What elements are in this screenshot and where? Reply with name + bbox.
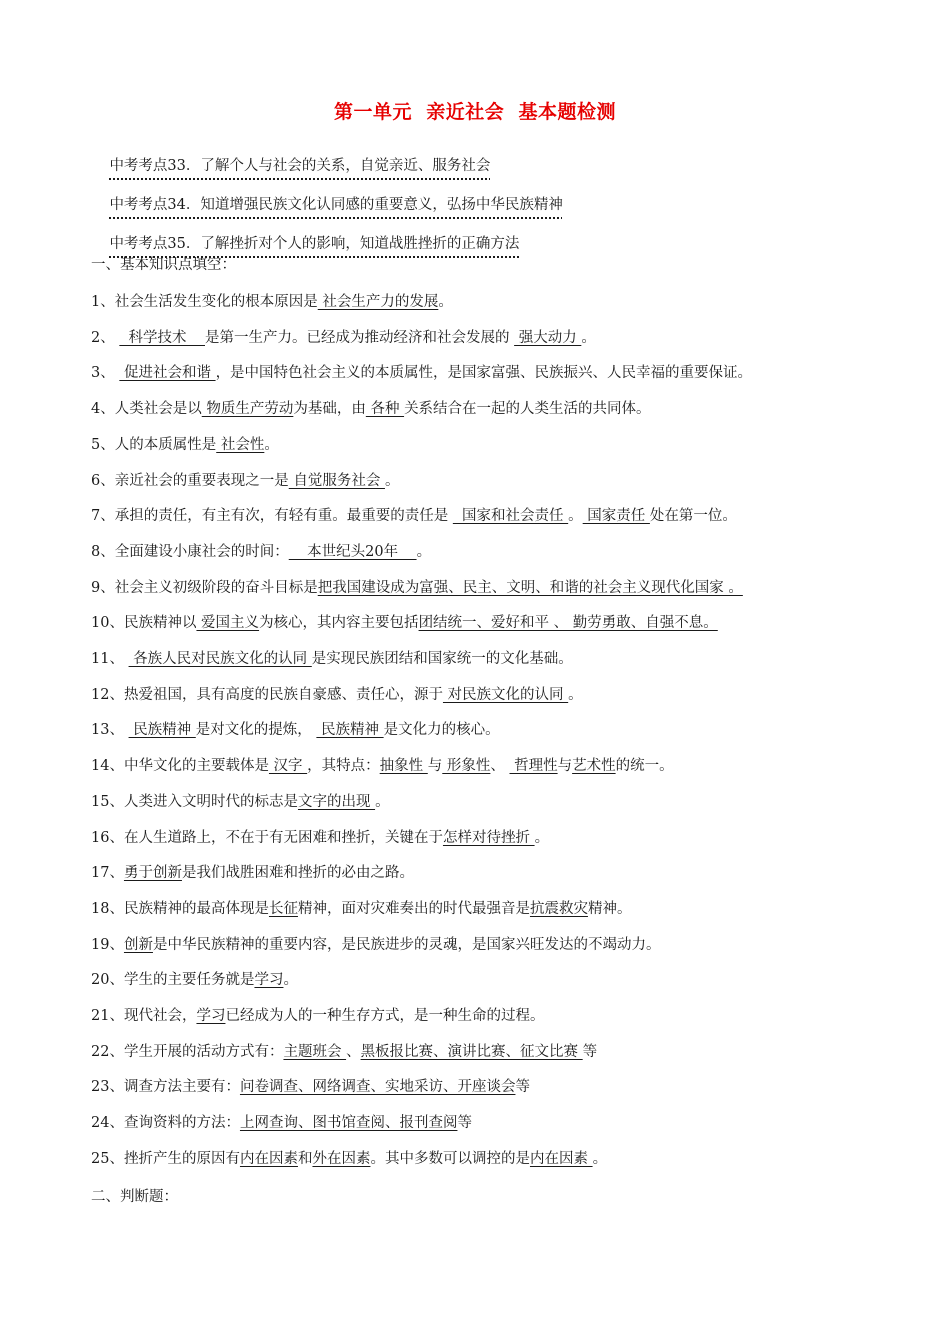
answer-blank: 各种 (365, 401, 405, 418)
exam-point-text: 中考考点34．知道增强民族文化认同感的重要意义，弘扬中华民族精神 (109, 197, 563, 213)
question-item (91, 506, 737, 526)
answer-blank: 主题班会 (283, 1043, 347, 1060)
question-item (91, 328, 596, 348)
question-text: 、 (490, 758, 510, 775)
question-item (91, 1006, 544, 1026)
question-item (91, 435, 279, 455)
answer-blank: 形象性 (442, 758, 491, 775)
question-text: 等 (582, 1043, 598, 1060)
question-text: 。 (283, 972, 298, 989)
question-text: 。 (416, 543, 432, 560)
question-item (91, 1077, 530, 1097)
question-text: 。 (568, 508, 583, 525)
question-text: 是我们战胜困难和挫折的必由之路。 (181, 865, 414, 882)
question-item (91, 1149, 607, 1169)
question-text: 21、现代社会， (91, 1008, 197, 1024)
question-text: 9、社会主义初级阶段的奋斗目标是 (91, 579, 318, 596)
question-text: 。其中多数可以调控的是 (370, 1150, 530, 1167)
question-text: 。 (375, 793, 390, 810)
question-item (91, 363, 752, 383)
question-text: 22、学生开展的活动方式有： (91, 1043, 284, 1060)
answer-blank: 民族精神 (316, 722, 384, 739)
question-text: 3、 (91, 365, 120, 382)
question-item (91, 613, 718, 633)
question-text: 是中华民族精神的重要内容，是民族进步的灵魂，是国家兴旺发达的不竭动力。 (152, 936, 661, 953)
question-text: 。 (581, 329, 596, 346)
question-text: 20、学生的主要任务就是 (91, 972, 255, 989)
question-item (91, 292, 453, 312)
question-text: 等 (515, 1079, 530, 1096)
answer-blank: 爱国主义 (196, 615, 260, 632)
answer-blank: 外在因素 (312, 1150, 371, 1167)
question-text: 。 (384, 472, 400, 489)
question-text: 7、承担的责任，有主有次，有轻有重。最重要的责任是 (91, 508, 453, 525)
question-text: 17、 (91, 865, 124, 882)
question-item (91, 1113, 472, 1133)
question-text: 已经成为人的一种生存方式，是一种生命的过程。 (225, 1008, 545, 1024)
question-item (91, 970, 298, 990)
section-heading-judgement: 二、判断题： (91, 1189, 178, 1205)
section-heading-fill-in: 一、基本知识点填空： (91, 257, 236, 273)
question-text: 与 (427, 758, 443, 775)
answer-blank: 强大动力 (514, 329, 582, 346)
question-item (91, 399, 651, 419)
question-text: 、 (346, 1043, 361, 1060)
answer-blank: 社会生产力的发展 (317, 294, 439, 310)
answer-blank: 国家责任 (582, 508, 650, 525)
question-item (91, 578, 743, 598)
question-item (91, 542, 431, 562)
question-text: 和 (297, 1150, 313, 1167)
answer-blank: 学习 (254, 972, 284, 989)
question-text: 处在第一位。 (649, 508, 737, 525)
question-text: 是文化力的核心。 (383, 722, 500, 739)
answer-blank: 民族精神 (128, 722, 196, 739)
answer-blank: 创新 (123, 936, 153, 953)
question-text: 23、调查方法主要有： (91, 1079, 240, 1096)
answer-blank: 上网查询、图书馆查阅、报刊查阅 (239, 1115, 458, 1132)
question-text: 16、在人生道路上，不在于有无困难和挫折，关键在于 (91, 829, 443, 846)
question-item (91, 685, 583, 705)
question-text: 15、人类进入文明时代的标志是 (91, 793, 298, 810)
question-item (91, 899, 631, 919)
question-text: 是第一生产力。已经成为推动经济和社会发展的 (205, 329, 515, 346)
question-text: 为基础，由 (293, 401, 366, 418)
exam-point-text: 中考考点35．了解挫折对个人的影响，知道战胜挫折的正确方法 (109, 236, 520, 252)
question-text: 。 (264, 436, 279, 453)
question-text: 精神，面对灾难奏出的时代最强音是 (297, 900, 530, 917)
question-text: 5、人的本质属性是 (91, 436, 217, 453)
question-text: 的统一。 (615, 758, 674, 775)
answer-blank: 哲理性 (509, 758, 558, 775)
question-text: 11、 (91, 651, 129, 667)
question-item (91, 792, 390, 812)
question-text: 1、社会生活发生变化的根本原因是 (91, 294, 318, 310)
answer-blank: 科学技术 (119, 329, 205, 346)
answer-blank: 物质生产劳动 (201, 401, 294, 418)
page-title: 第一单元 亲近社会 基本题检测 (334, 101, 616, 123)
answer-blank: 内在因素 (529, 1150, 593, 1167)
answer-blank: 团结统一、爱好和平 、 勤劳勇敢、自强不息。 (418, 615, 718, 632)
answer-blank: 怎样对待挫折 (442, 829, 535, 846)
question-text: 19、 (91, 936, 124, 953)
answer-blank: 汉字 (268, 758, 308, 775)
question-item (91, 935, 660, 955)
answer-blank: 黑板报比赛、演讲比赛、征文比赛 (360, 1043, 583, 1060)
answer-blank: 长征 (268, 900, 298, 917)
answer-blank: 国家和社会责任 (452, 508, 569, 525)
answer-blank: 把我国建设成为富强、民主、文明、和谐的社会主义现代化国家 。 (317, 579, 743, 596)
question-text: 8、全面建设小康社会的时间： (91, 543, 289, 560)
question-item (91, 1042, 597, 1062)
answer-blank: 内在因素 (239, 1150, 298, 1167)
question-text: ，其特点： (307, 758, 380, 775)
answer-blank: 促进社会和谐 (119, 365, 216, 382)
answer-blank: 文字的出现 (297, 793, 376, 810)
question-text: 与 (557, 758, 573, 775)
question-item (91, 471, 399, 491)
question-text: 。 (534, 829, 550, 846)
question-item (91, 720, 500, 740)
question-text: 4、人类社会是以 (91, 401, 202, 418)
answer-blank: 问卷调查、网络调查、实地采访、开座谈会 (239, 1079, 516, 1096)
question-text: 关系结合在一起的人类生活的共同体。 (404, 401, 651, 418)
question-text: 。 (438, 294, 453, 310)
answer-blank: 本世纪头20年 (288, 543, 417, 560)
answer-blank: 学习 (196, 1008, 226, 1024)
question-item (91, 649, 573, 669)
question-text: 13、 (91, 722, 129, 739)
answer-blank: 对民族文化的认同 (442, 686, 569, 703)
question-text: 10、民族精神以 (91, 615, 197, 632)
question-text: 为核心，其内容主要包括 (259, 615, 419, 632)
question-text: 18、民族精神的最高体现是 (91, 900, 269, 917)
answer-blank: 艺术性 (572, 758, 616, 775)
answer-blank: 抽象性 (379, 758, 428, 775)
question-text: 2、 (91, 329, 120, 346)
question-text: 12、热爱祖国，具有高度的民族自豪感、责任心，源于 (91, 686, 443, 703)
exam-point-text: 中考考点33．了解个人与社会的关系，自觉亲近、服务社会 (109, 158, 491, 174)
question-item (91, 756, 674, 776)
question-text: 精神。 (587, 900, 632, 917)
question-text: 14、中华文化的主要载体是 (91, 758, 269, 775)
question-text: 25、挫折产生的原因有 (91, 1150, 240, 1167)
answer-blank: 抗震救灾 (529, 900, 588, 917)
answer-blank: 自觉服务社会 (288, 472, 385, 489)
question-text: ，是中国特色社会主义的本质属性，是国家富强、民族振兴、人民幸福的重要保证。 (215, 365, 753, 382)
answer-blank: 勇于创新 (123, 865, 182, 882)
question-text: 是对文化的提炼， (195, 722, 317, 739)
question-text: 6、亲近社会的重要表现之一是 (91, 472, 289, 489)
answer-blank: 社会性 (216, 436, 265, 453)
question-text: 是实现民族团结和国家统一的文化基础。 (311, 651, 573, 667)
question-text: 。 (568, 686, 583, 703)
answer-blank: 各族人民对民族文化的认同 (128, 651, 312, 667)
question-text: 24、查询资料的方法： (91, 1115, 240, 1132)
question-item (91, 863, 414, 883)
question-item (91, 828, 549, 848)
question-text: 等 (457, 1115, 472, 1132)
question-text: 。 (592, 1150, 608, 1167)
